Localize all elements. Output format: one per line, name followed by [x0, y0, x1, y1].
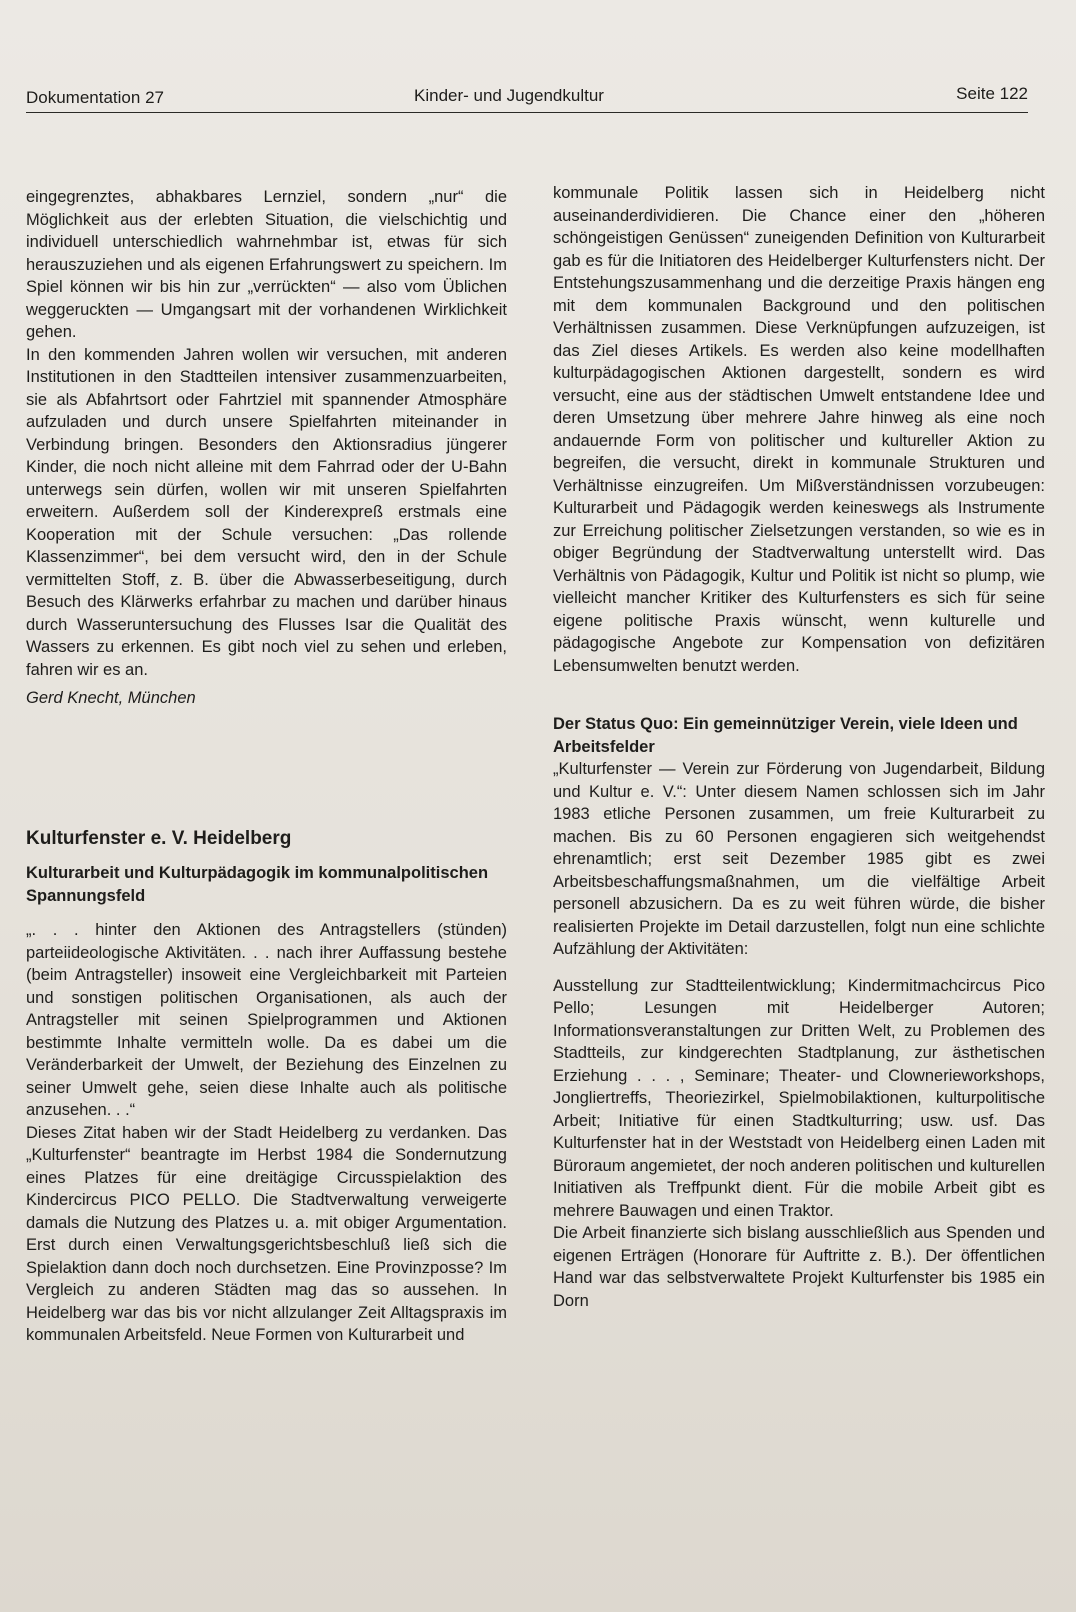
paragraph: Ausstellung zur Stadtteilentwicklung; Kindermitmachcircus Pico Pello; Lesungen mit Heidelberger Autoren; Informationsveranstaltungen zur Dritten Welt, zu Problemen des Stadtteils, zur kindgerechten Stadtplanung, zur ästhetischen Erziehung . . . , Seminare; Theater- und Clownerieworkshops, Jongliertreffs, Theoriezirkel, Spielmobilaktionen, kulturpolitische Arbeit; Initiative für einen Stadtkulturring; usw. usf. Das Kulturfenster hat in der Weststadt von Heidelberg einen Laden mit Büroraum angemietet, der noch anderen politischen und kulturellen Initiativen als Treffpunkt dient. Für die mobile Arbeit gibt es mehrere Bauwagen und einen Traktor. — [553, 976, 1045, 1220]
paragraph: In den kommenden Jahren wollen wir versuchen, mit anderen Institutionen in den Stadtteilen intensiver zusammenzuarbeiten, sie als Abfahrtsort oder Fahrtziel mit spannender Atmosphäre aufzuladen und durch unsere Spielfahrten miteinander in Verbindung bringen. Besonders den Aktionsradius jüngerer Kinder, die noch nicht alleine mit dem Fahrrad oder der U-Bahn unterwegs sein dürfen, wollen wir mit unseren Spielfahrten erweitern. Außerdem soll der Kinderexpreß erstmals eine Kooperation mit der Schule versuchen: „Das rollende Klassenzimmer“, bei dem versucht wird, den in der Schule vermittelten Stoff, z. B. über die Abwasserbeseitigung, durch Besuch des Klärwerks erfahrbar zu machen und darüber hinaus durch Wasseruntersuchung des Flusses Isar die Qualität des Wassers zu erkennen. Es gibt noch viel zu sehen und erleben, fahren wir es an. — [26, 345, 507, 679]
paragraph: Dieses Zitat haben wir der Stadt Heidelberg zu verdanken. Das „Kulturfenster“ beantragte im Herbst 1984 die Sondernutzung eines Platzes für eine dreitägige Circusspielaktion des Kindercircus PICO PELLO. Die Stadtverwaltung verweigerte damals die Nutzung des Platzes u. a. mit obiger Argumentation. Erst durch einen Verwaltungsgerichtsbeschluß ließ sich die Spielaktion dann doch noch durchsetzen. Eine Provinzposse? Im Vergleich zu anderen Städten mag das so aussehen. In Heidelberg war das bis vor nicht allzulanger Zeit Alltagspraxis im kommunalen Arbeitsfeld. Neue Formen von Kulturarbeit und — [26, 1123, 507, 1344]
author-signature: Gerd Knecht, München — [26, 689, 196, 707]
left-column — [26, 186, 507, 1347]
section-subtitle: Kulturarbeit und Kulturpädagogik im kommunalpolitischen Spannungsfeld — [26, 864, 489, 905]
quote-paragraph: „. . . hinter den Aktionen des Antragstellers (stünden) parteiideologische Aktivitäten. . . nach ihrer Auffassung bestehe (beim Antragsteller) insoweit eine Vergleichbarkeit mit Parteien und sonstigen politischen Organisationen, als auch der Antragsteller mit seinen Spielprogrammen und Aktionen bestimmte Inhalte vermitteln wolle. Da es dabei um die Veränderbarkeit der Umwelt, der Beziehung des Einzelnen zu seiner Umwelt gehe, seien diese Inhalte auch als politische anzusehen. . .“ — [26, 921, 507, 1119]
paragraph: Die Arbeit finanzierte sich bislang ausschließlich aus Spenden und eigenen Erträgen (Honorare für Auftritte z. B.). Der öffentlichen Hand war das selbstverwaltete Projekt Kulturfenster bis 1985 ein Dorn — [553, 1224, 1045, 1310]
right-column — [553, 182, 1045, 1312]
header-publication: Dokumentation 27 — [26, 88, 164, 107]
header-section: Kinder- und Jugendkultur — [414, 86, 604, 105]
paragraph: kommunale Politik lassen sich in Heidelberg nicht auseinanderdividieren. Die Chance einer den „höheren schöngeistigen Genüssen“ zuneigenden Definition von Kulturarbeit gab es für die Initiatoren des Heidelberger Kulturfensters nicht. Der Entstehungszusammenhang und die derzeitige Praxis hängen eng mit dem kommunalen Background und den politischen Verhältnissen zusammen. Diese Verknüpfungen aufzuzeigen, ist das Ziel dieses Artikels. Es werden also keine modellhaften kulturpädagogischen Aktionen dargestellt, sondern es wird versucht, eine aus der städtischen Umwelt entstandene Idee und deren Umsetzung über mehrere Jahre hinweg als eine noch andauernde Form von politischer und kultureller Aktion zu begreifen, die versucht, direkt in kommunale Strukturen und Verhältnisse einzugreifen. Um Mißverständnissen vorzubeugen: Kulturarbeit und Pädagogik werden keineswegs als Instrumente zur Erreichung politischer Zielsetzungen verstanden, so wie es in obiger Begründung der Stadtverwaltung unterstellt wird. Das Verhältnis von Pädagogik, Kultur und Politik ist nicht so plump, wie vielleicht mancher Kritiker des Kulturfensters es sich für seine eigene politische Praxis wünscht, wenn kulturelle und pädagogische Angebote zur Kompensation von defizitären Lebensumwelten benutzt werden. — [553, 184, 1045, 675]
page-header — [26, 86, 1028, 113]
paragraph: eingegrenztes, abhakbares Lernziel, sondern „nur“ die Möglichkeit aus der erlebten Situation, die vielschichtig und individuell unterschiedlich wahrnehmbar ist, etwas für sich herauszuziehen und als eigenen Erfahrungswert zu speichern. Im Spiel können wir bis hin zur „verrückten“ — also vom Üblichen weggeruckten — Umgangsart mit der vorhandenen Wirklichkeit gehen. — [26, 188, 507, 341]
header-page-number: Seite 122 — [956, 84, 1028, 103]
section-heading: Der Status Quo: Ein gemeinnütziger Verein, viele Ideen und Arbeitsfelder — [553, 715, 1018, 756]
paragraph: „Kulturfenster — Verein zur Förderung von Jugendarbeit, Bildung und Kultur e. V.“: Unter diesem Namen schlossen sich im Jahr 1983 etliche Personen zusammen, um freie Kulturarbeit zu machen. Bis zu 60 Personen engagieren sich weitgehendst ehrenamtlich; erst seit Dezember 1985 gibt es zwei Arbeitsbeschaffungsmaßnahmen, um die vielfältige Arbeit personell abzusichern. Da es zu weit führen würde, die bisher realisierten Projekte im Detail darzustellen, folgt nun eine schlichte Aufzählung der Aktivitäten: — [553, 760, 1045, 958]
section-title: Kulturfenster e. V. Heidelberg — [26, 827, 292, 849]
